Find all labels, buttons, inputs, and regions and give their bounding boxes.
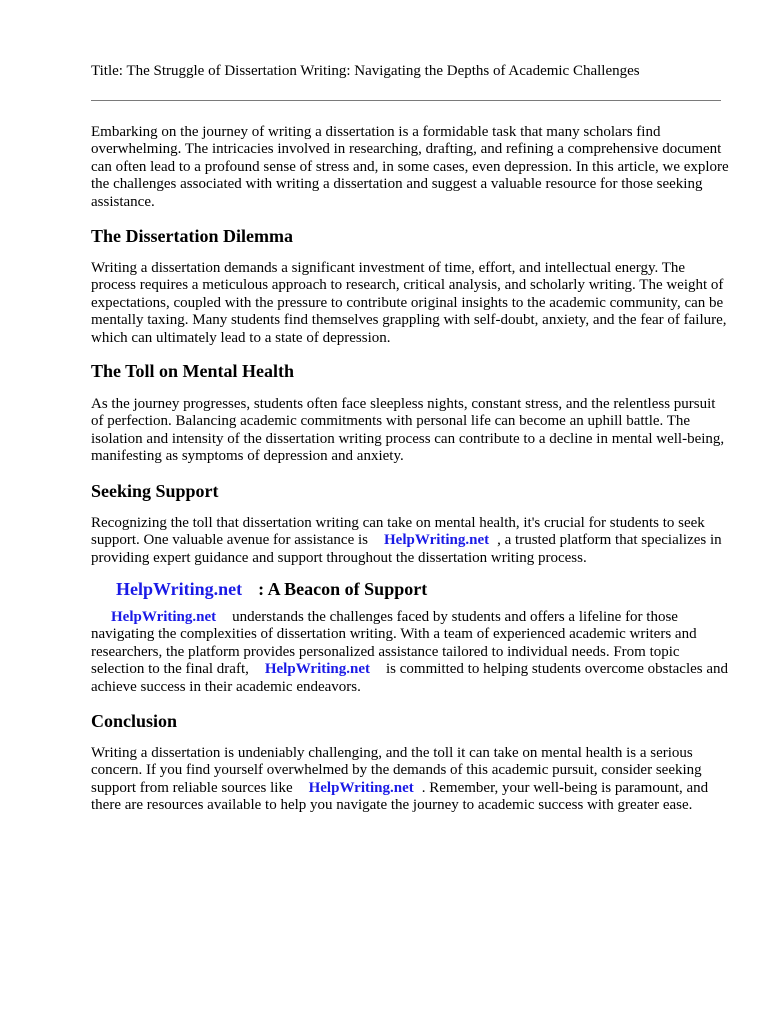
heading-conclusion: Conclusion bbox=[91, 710, 178, 731]
beacon-text-part1: understands the challenges faced by students and offers a lifeline for those navigating the complexities of dissertation writing. With a team of experienced academic writers and researchers, the platform provides personalized assistance tailored to individual needs. From topic selection to the final draft, bbox=[91, 608, 697, 678]
heading-seeking-support: Seeking Support bbox=[91, 480, 219, 501]
article-body bbox=[91, 124, 731, 815]
support-text-before: Recognizing the toll that dissertation writing can take on mental health, it's crucial for students to seek support. One valuable avenue for assistance is bbox=[91, 514, 705, 549]
conclusion-text-before: Writing a dissertation is undeniably challenging, and the toll it can take on mental health is a serious concern. If you find yourself overwhelmed by the demands of this academic pursuit, consider seeking support from reliable sources like bbox=[91, 744, 702, 796]
beacon-heading-suffix: : A Beacon of Support bbox=[258, 578, 428, 599]
dilemma-paragraph: Writing a dissertation demands a significant investment of time, effort, and intellectual energy. The process requires a meticulous approach to research, critical analysis, and scholarly writing. The weight of expectations, coupled with the pressure to contribute original insights to the academic community, can be mentally taxing. Many students find themselves grappling with self-doubt, anxiety, and the fear of failure, which can ultimately lead to a state of depression. bbox=[91, 260, 727, 346]
conclusion-text-after: . Remember, your well-being is paramount, and there are resources available to help you navigate the journey to academic success with greater ease. bbox=[91, 779, 709, 814]
toll-paragraph: As the journey progresses, students often face sleepless nights, constant stress, and the relentless pursuit of perfection. Balancing academic commitments with personal life can become an uphill battle. The isolation and intensity of the dissertation writing process can contribute to a decline in mental well-being, manifesting as symptoms of depression and anxiety. bbox=[91, 396, 725, 465]
helpwriting-heading-link[interactable]: HelpWriting.net bbox=[116, 578, 243, 599]
support-text-after: , a trusted platform that specializes in providing expert guidance and support throughout the dissertation writing process. bbox=[91, 532, 722, 566]
heading-beacon-of-support bbox=[91, 578, 731, 600]
beacon-paragraph bbox=[91, 609, 731, 696]
title-divider bbox=[91, 100, 721, 101]
beacon-text-part2: is committed to helping students overcome obstacles and achieve success in their academic endeavors. bbox=[91, 661, 729, 695]
heading-dissertation-dilemma: The Dissertation Dilemma bbox=[91, 226, 293, 247]
helpwriting-link[interactable]: HelpWriting.net bbox=[308, 779, 414, 796]
heading-toll-on-mental-health: The Toll on Mental Health bbox=[91, 361, 295, 382]
intro-paragraph: Embarking on the journey of writing a dissertation is a formidable task that many scholars find overwhelming. The intricacies involved in researching, drafting, and refining a comprehensive document can often lead to a profound sense of stress and, in some cases, even depression. In this article, we explore the challenges associated with writing a dissertation and suggest a valuable resource for those seeking assistance. bbox=[91, 124, 729, 210]
helpwriting-link[interactable]: HelpWriting.net bbox=[111, 608, 217, 625]
document-title: Title: The Struggle of Dissertation Writing: Navigating the Depths of Academic Challenges bbox=[91, 63, 640, 79]
support-paragraph bbox=[91, 515, 731, 567]
helpwriting-link[interactable]: HelpWriting.net bbox=[384, 532, 490, 549]
conclusion-paragraph bbox=[91, 745, 731, 815]
helpwriting-link[interactable]: HelpWriting.net bbox=[264, 661, 370, 678]
